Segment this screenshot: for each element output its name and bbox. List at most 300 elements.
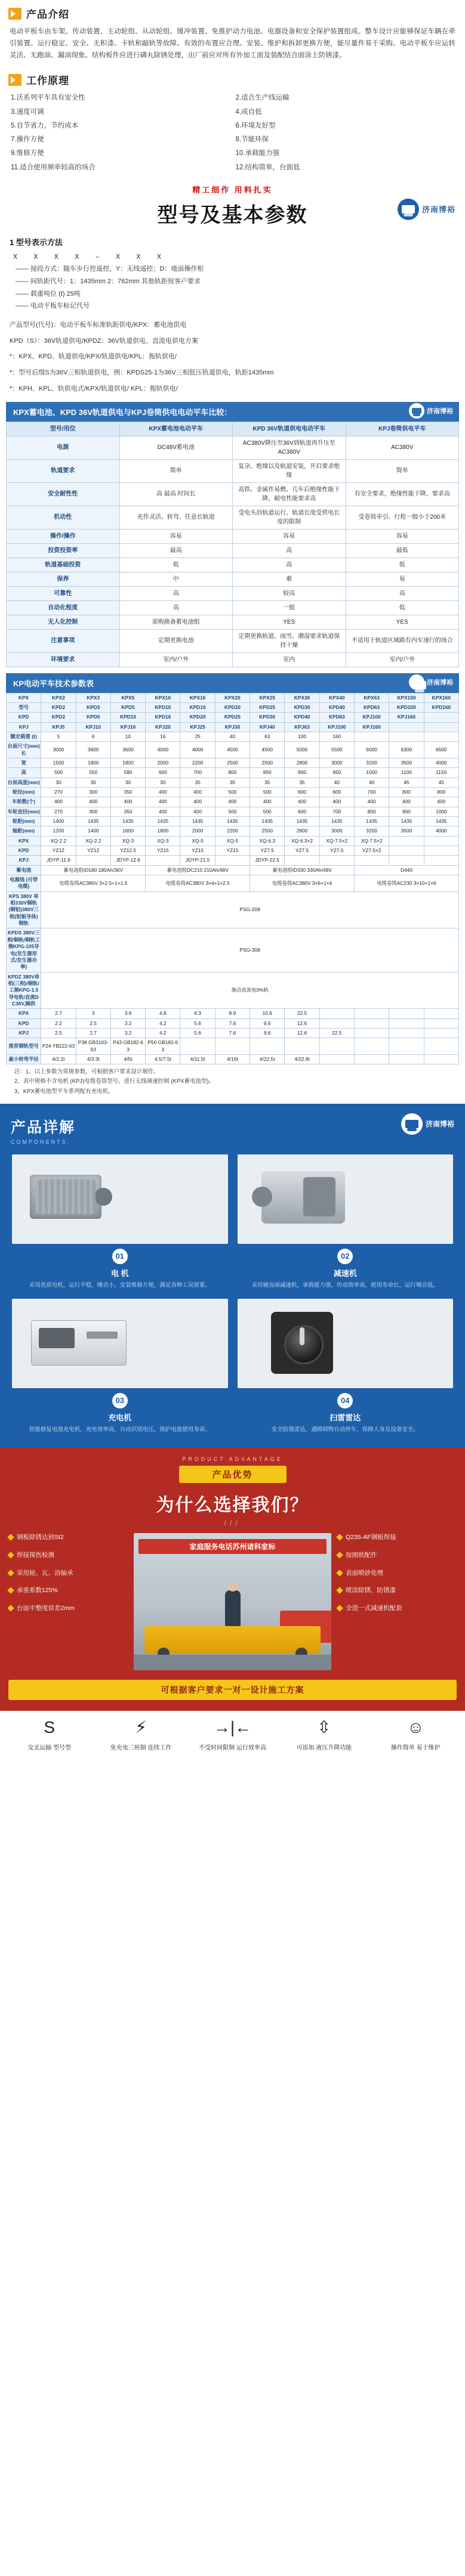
table-cell: 最低 <box>346 543 459 558</box>
table-cell <box>285 856 319 865</box>
table-cell: YZ7.5×2 <box>354 846 389 856</box>
table-cell: KPD5 <box>76 713 110 722</box>
table-cell: 蓄电池组ID180 180Ah/36V <box>41 865 146 875</box>
col-header: 型号/用位 <box>7 422 120 436</box>
row-header: 电源 <box>7 436 120 459</box>
card-title: 扫雷雷达 <box>329 1413 361 1422</box>
brand-name: 济南博裕 <box>421 205 455 215</box>
table-cell: KPD2 <box>41 702 76 712</box>
table-cell: PSG-208 <box>41 891 459 928</box>
table-cell: KPX10 <box>146 693 180 702</box>
table-cell: KPJ100 <box>319 722 354 732</box>
table-row <box>7 558 459 572</box>
table-cell: 2.2 <box>41 1018 76 1028</box>
table-cell: 4/22.5t <box>250 1054 285 1064</box>
table-cell: P38 GB3103-63 <box>76 1038 110 1055</box>
table-cell: 6.3 <box>180 1009 215 1018</box>
table-row <box>7 856 459 865</box>
compress-icon: →|← <box>213 1718 252 1737</box>
brand-logo-small <box>409 674 453 690</box>
advantage-item-label: 全进一式减速机配套 <box>346 1605 402 1612</box>
card-title: 充电机 <box>108 1413 132 1422</box>
table-cell: 简单 <box>119 459 233 482</box>
advantage-item <box>8 1604 128 1614</box>
card-desc: 智能修复电池充电机，充电效率高，自动识别电压，保护电池使用寿命。 <box>29 1426 211 1433</box>
feature-title: 操作简单 易于维护 <box>390 1745 441 1752</box>
table-cell: 3.2 <box>110 1018 145 1028</box>
table-cell: XQ-2.2 <box>76 836 110 846</box>
table-cell: XQ-6.3 <box>250 836 285 846</box>
table-cell: KPD100 <box>389 702 424 712</box>
table-cell <box>424 1028 458 1038</box>
list-item: 4.成自低 <box>235 108 262 116</box>
advantage-section <box>0 1448 465 1711</box>
feature-cell <box>278 1719 369 1753</box>
table-cell: AC380V <box>346 436 459 459</box>
table-cell: 室内/户外 <box>119 652 233 667</box>
table-cell: 400 <box>146 787 180 797</box>
table-cell: XQ-3 <box>110 836 145 846</box>
comparison-body <box>7 436 459 667</box>
table-cell: JDYP-12.6 <box>110 856 145 865</box>
kp-title-text: KP电动平车技术参数表 <box>13 679 94 688</box>
table-row <box>7 1054 459 1064</box>
advantage-item <box>8 1551 128 1561</box>
feature-cell <box>95 1719 186 1753</box>
table-cell: 4/2.2t <box>41 1054 76 1064</box>
component-cards <box>0 1151 465 1435</box>
table-row <box>7 693 459 702</box>
row-header: 操作/操作 <box>7 529 120 543</box>
table-cell: 中 <box>119 572 233 586</box>
detail-subtitle: COMPONENTS. <box>11 1138 71 1145</box>
row-header: 轨道要求 <box>7 459 120 482</box>
card-title: 电 机 <box>110 1268 129 1278</box>
table-cell: 400 <box>389 797 424 807</box>
table-cell: 30 <box>41 778 76 787</box>
table-row <box>7 652 459 667</box>
table-cell: YZ12.5 <box>110 846 145 856</box>
transfer-cart-shape <box>144 1626 321 1654</box>
diamond-bullet-icon <box>336 1605 343 1611</box>
table-cell: JDYP-22.5 <box>250 856 285 865</box>
table-cell: 4/3.3t <box>76 1054 110 1064</box>
brand-name: 济南博裕 <box>427 679 453 686</box>
table-cell: 900 <box>389 807 424 816</box>
row-header: 型号 <box>7 702 41 712</box>
advantage-cta-button[interactable]: 可根据客户要求一对一设计施工方案 <box>8 1680 457 1700</box>
table-cell: 1200 <box>41 826 76 836</box>
feature-cell <box>187 1719 278 1753</box>
table-row <box>7 875 459 892</box>
table-cell: KPX160 <box>424 693 458 702</box>
table-cell: 1435 <box>215 817 250 826</box>
list-item: 1.沃系列平车具有安全性 <box>11 94 85 102</box>
table-cell: 3600 <box>76 742 110 758</box>
table-cell: YZ12 <box>41 846 76 856</box>
table-cell: 高 <box>119 586 233 600</box>
table-cell: 600 <box>319 787 354 797</box>
model-section1-title: 1 型号表示方法 <box>10 237 63 247</box>
table-cell: 2800 <box>285 758 319 767</box>
table-cell: 电缆卷筒AC380V 3×4+1×2.5 <box>146 875 250 892</box>
factory-logo-icon <box>409 674 424 690</box>
advantage-item <box>337 1533 457 1543</box>
table-cell: 270 <box>41 807 76 816</box>
table-row <box>7 1009 459 1018</box>
table-cell: 容易 <box>119 529 233 543</box>
row-header: 保养 <box>7 572 120 586</box>
table-cell: 2200 <box>180 758 215 767</box>
brand-logo <box>398 199 455 220</box>
gearbox-image <box>238 1154 454 1244</box>
table-cell: XQ-3 <box>146 836 180 846</box>
feature-title: 交叉运轴 型号型 <box>27 1745 72 1752</box>
table-row <box>7 758 459 767</box>
table-cell: 易 <box>346 572 459 586</box>
table-cell: PSG-308 <box>41 928 459 972</box>
table-cell: 4000 <box>146 742 180 758</box>
advantage-item-label: 按图纸配件 <box>346 1551 377 1559</box>
card-title: 减速机 <box>333 1268 357 1278</box>
table-cell <box>180 1038 215 1055</box>
table-cell: 9.6 <box>250 1028 285 1038</box>
advantage-question: 为什么选择我们？ <box>156 1496 309 1516</box>
intro-heading-row <box>0 0 465 23</box>
table-cell: 600 <box>285 807 319 816</box>
table-cell: KPD20 <box>215 702 250 712</box>
table-cell: 850 <box>250 768 285 778</box>
row-header: KPD <box>7 846 41 856</box>
row-header: KPX <box>7 1009 41 1018</box>
table-cell <box>389 856 424 865</box>
row-header: 推荐钢轨型号 <box>7 1038 41 1055</box>
motor-image <box>12 1154 228 1244</box>
component-card-charger <box>12 1299 228 1435</box>
table-cell: 270 <box>41 787 76 797</box>
table-cell: YZ15 <box>146 846 180 856</box>
table-cell: P43 GB182-63 <box>110 1038 145 1055</box>
table-cell <box>319 1038 354 1055</box>
table-cell: 4000 <box>424 826 458 836</box>
row-header: 轴距(mm) <box>7 826 41 836</box>
advantage-slash: /// <box>224 1519 241 1528</box>
diamond-bullet-icon <box>336 1534 343 1540</box>
principle-list <box>0 89 465 180</box>
table-cell: 3.2 <box>110 1028 145 1038</box>
table-cell: 2000 <box>180 826 215 836</box>
table-cell: 45 <box>389 778 424 787</box>
table-cell: 22.5 <box>285 1009 319 1018</box>
table-cell: 难 <box>233 572 346 586</box>
table-cell <box>424 1009 458 1018</box>
table-cell: JDYP-11.6 <box>41 856 76 865</box>
table-cell: 3 <box>76 1009 110 1018</box>
table-cell: 1800 <box>146 826 180 836</box>
row-header: 蓄电池 <box>7 865 41 875</box>
list-item: 9.维修方便 <box>11 150 44 157</box>
table-row <box>7 615 459 629</box>
play-badge-icon <box>8 74 21 86</box>
floor-shape <box>134 1655 331 1670</box>
table-cell: 4000 <box>424 758 458 767</box>
table-cell: 63 <box>250 732 285 741</box>
table-cell: 6 <box>76 732 110 741</box>
model-row: —— 电动平板车标记代号 <box>16 302 90 310</box>
table-cell <box>424 1054 458 1064</box>
table-cell: 容易 <box>233 529 346 543</box>
table-cell: 2500 <box>250 826 285 836</box>
table-cell: 800 <box>354 807 389 816</box>
table-cell <box>424 856 458 865</box>
table-cell: 30 <box>110 778 145 787</box>
feature-title: 不受时间限制 运行效率高 <box>199 1745 266 1752</box>
table-cell: 4.8 <box>146 1009 180 1018</box>
table-cell: KPD30 <box>250 713 285 722</box>
table-cell: KPD5 <box>110 702 145 712</box>
advantage-right-list <box>337 1533 457 1622</box>
list-item: 3.速度可调 <box>11 108 44 116</box>
table-cell: 500 <box>215 787 250 797</box>
table-cell: 1435 <box>180 817 215 826</box>
table-row <box>7 807 459 816</box>
table-cell: 5 <box>41 732 76 741</box>
table-cell: KPX2 <box>41 693 76 702</box>
table-cell: 1800 <box>76 758 110 767</box>
table-cell: 40 <box>215 732 250 741</box>
factory-logo-icon <box>409 403 424 419</box>
table-cell <box>354 856 389 865</box>
table-cell: 不适用于轨道区域路有内车速行的场合 <box>346 629 459 652</box>
table-cell: 350 <box>110 807 145 816</box>
worker-figure-icon <box>225 1590 241 1626</box>
table-cell: 600 <box>146 768 180 778</box>
list-item: 2.适合生产线运输 <box>235 94 290 102</box>
table-cell: KPD63 <box>319 713 354 722</box>
table-cell: 5000 <box>285 742 319 758</box>
table-cell: 9.6 <box>250 1018 285 1028</box>
table-row <box>7 629 459 652</box>
table-cell: 1435 <box>319 817 354 826</box>
row-header: 投资投资率 <box>7 543 120 558</box>
table-cell: KPX5 <box>110 693 145 702</box>
row-header: 车轮直径(mm) <box>7 807 41 816</box>
advantage-item <box>337 1586 457 1596</box>
table-cell: KPD40 <box>285 713 319 722</box>
diamond-bullet-icon <box>7 1569 14 1576</box>
charger-icon <box>31 1320 127 1366</box>
row-header: 台面尺寸(mm) 长 <box>7 742 41 758</box>
table-cell: 4.5/7.5t <box>146 1054 180 1064</box>
table-cell: KPD30 <box>285 702 319 712</box>
table-cell <box>354 1038 389 1055</box>
table-cell: 7.6 <box>215 1018 250 1028</box>
table-cell <box>389 1009 424 1018</box>
table-cell: KPJ20 <box>146 722 180 732</box>
table-cell: 500 <box>41 768 76 778</box>
brand-name: 济南博裕 <box>427 407 453 415</box>
table-cell: 1100 <box>389 768 424 778</box>
table-row <box>7 787 459 797</box>
principle-title: 工作原理 <box>26 75 69 87</box>
row-header: KPD <box>7 1018 41 1028</box>
table-cell: 容易 <box>346 529 459 543</box>
table-cell: 3000 <box>319 758 354 767</box>
card-number: 04 <box>337 1393 353 1408</box>
table-row <box>7 713 459 722</box>
advantage-item <box>8 1586 128 1596</box>
row-header: KPJ <box>7 1028 41 1038</box>
table-cell: 1500 <box>41 758 76 767</box>
table-cell: 3500 <box>389 826 424 836</box>
col-header: KPX蓄电池电动平车 <box>119 422 233 436</box>
scanner-icon <box>271 1312 333 1374</box>
comparison-table <box>6 422 459 667</box>
card-number: 01 <box>112 1249 128 1264</box>
card-number: 02 <box>337 1249 353 1264</box>
table-row <box>7 600 459 615</box>
table-cell: 600 <box>285 787 319 797</box>
table-cell: 低 <box>119 558 233 572</box>
table-cell: 800 <box>389 787 424 797</box>
table-cell: 电缆卷筒AC380V 3×6+1×4 <box>250 875 355 892</box>
table-cell: 定期更换电池 <box>119 629 233 652</box>
table-cell: 需购换备蓄电池组 <box>119 615 233 629</box>
table-cell: 2200 <box>215 826 250 836</box>
table-cell: 300 <box>76 807 110 816</box>
advantage-left-list <box>8 1533 128 1622</box>
table-row <box>7 436 459 459</box>
col-header: KPD 36V轨道供电电动平车 <box>233 422 346 436</box>
table-cell: 3.6 <box>110 1009 145 1018</box>
table-cell: 7.6 <box>215 1028 250 1038</box>
diamond-bullet-icon <box>336 1569 343 1576</box>
advantage-chip: 产品优势 <box>179 1466 287 1483</box>
table-cell: 高 最高 时间长 <box>119 482 233 506</box>
advantage-item-label: 焊接探伤检测 <box>17 1551 54 1559</box>
kp-note-line: 注：1、以上参数为常规参数，可根据客户要求设计制作。 <box>14 1069 159 1076</box>
model-note-bottom-1: *：型号后缀S为36V三相轨道供电，例：KPDS25-1为36V三相低压轨道供电，轨距1435mm <box>10 369 274 377</box>
table-cell: XQ-5 <box>215 836 250 846</box>
table-cell: YZ7.5 <box>285 846 319 856</box>
table-cell <box>424 846 458 856</box>
table-cell: 2.7 <box>41 1009 76 1018</box>
table-cell: 2.5 <box>76 1018 110 1028</box>
table-cell: 3200 <box>354 758 389 767</box>
list-item: 10.承载能力强 <box>235 150 279 157</box>
table-cell: 4.2 <box>146 1028 180 1038</box>
table-cell: KPD10 <box>146 702 180 712</box>
table-cell: 5500 <box>319 742 354 758</box>
table-cell: 400 <box>215 797 250 807</box>
row-header: 轮距(mm) <box>7 817 41 826</box>
kp-body <box>7 693 459 1064</box>
model-row: —— 载重吨位 (t) 25吨 <box>16 290 81 298</box>
table-cell: 低 <box>346 600 459 615</box>
table-cell: 蓄电池组ID330 330Ah/48V <box>250 865 355 875</box>
table-row <box>7 572 459 586</box>
table-cell: 受电头沿轨道运行、轨道长度受供电长度的限制 <box>233 506 346 529</box>
table-cell <box>389 1028 424 1038</box>
table-cell: 950 <box>319 768 354 778</box>
row-header: 注意事项 <box>7 629 120 652</box>
feature-cell <box>4 1719 95 1753</box>
table-row <box>7 846 459 856</box>
table-cell: 400 <box>180 787 215 797</box>
table-row <box>7 732 459 741</box>
table-row <box>7 972 459 1009</box>
table-cell: 简单 <box>346 459 459 482</box>
table-cell: 2500 <box>215 758 250 767</box>
row-header: 额定载重 (t) <box>7 732 41 741</box>
table-cell: 400 <box>110 797 145 807</box>
table-cell: 1435 <box>146 817 180 826</box>
model-row: —— 接段方式：随车步行控遥控，Y：无线遥控；D：地面操作柜 <box>16 265 204 273</box>
table-cell: XQ-7.5×2 <box>354 836 389 846</box>
table-cell: 400 <box>424 797 458 807</box>
table-cell: 400 <box>146 807 180 816</box>
advantage-item-label: 喷涂除锈、防锈漆 <box>346 1587 396 1594</box>
table-cell: YZ7.5 <box>319 846 354 856</box>
table-cell <box>319 1054 354 1064</box>
table-cell <box>389 1038 424 1055</box>
table-row <box>7 506 459 529</box>
table-cell: 室内 <box>233 652 346 667</box>
table-cell: 100 <box>285 732 319 741</box>
table-cell: KPD25 <box>215 713 250 722</box>
table-row <box>7 778 459 787</box>
table-cell: 35 <box>250 778 285 787</box>
table-cell: 1435 <box>110 817 145 826</box>
list-item: 5.自节省力，节约成本 <box>11 122 79 129</box>
table-row <box>7 928 459 972</box>
table-cell: 3600 <box>110 742 145 758</box>
table-cell: 受卷筒牵引、行程一般小于200米 <box>346 506 459 529</box>
table-cell: 4/16t <box>215 1054 250 1064</box>
table-row <box>7 826 459 836</box>
table-cell: 35 <box>285 778 319 787</box>
table-cell <box>389 846 424 856</box>
table-cell: YZ15 <box>215 846 250 856</box>
table-cell: KPD16 <box>146 713 180 722</box>
card-number: 03 <box>112 1393 128 1408</box>
charger-image <box>12 1299 228 1388</box>
row-header: KPDS 380V三相/铜轨/铜轨工频KPG-105导电(发生器形式/发生器功率) <box>7 928 41 972</box>
model-note-2: KPD（S）：36V轨道供电/KPDZ：36V轨道供电、直流电供电方案 <box>10 337 198 345</box>
table-cell: KPJ5 <box>41 722 76 732</box>
s-shape-icon: S <box>44 1718 56 1737</box>
table-cell <box>424 1018 458 1028</box>
table-cell: 6500 <box>424 742 458 758</box>
table-cell: 1435 <box>285 817 319 826</box>
table-cell: KPJ30 <box>215 722 250 732</box>
table-cell: 2500 <box>250 758 285 767</box>
table-cell <box>215 1038 250 1055</box>
table-cell <box>424 732 458 741</box>
table-cell: 400 <box>180 807 215 816</box>
table-cell: KPX20 <box>215 693 250 702</box>
table-cell <box>354 1009 389 1018</box>
model-row: —— 间轨距代号：1：1435mm 2：762mm 其他轨距按客户要求 <box>16 278 201 286</box>
kp-note-line: 3、KPX蓄电池型平车系列配有充电机。 <box>14 1088 114 1095</box>
table-cell: 400 <box>354 797 389 807</box>
table-cell: 400 <box>250 797 285 807</box>
table-row <box>7 586 459 600</box>
table-cell: 1400 <box>76 826 110 836</box>
table-cell: KPD160 <box>424 702 458 712</box>
table-cell: 25 <box>180 732 215 741</box>
row-header: KPD <box>7 713 41 722</box>
